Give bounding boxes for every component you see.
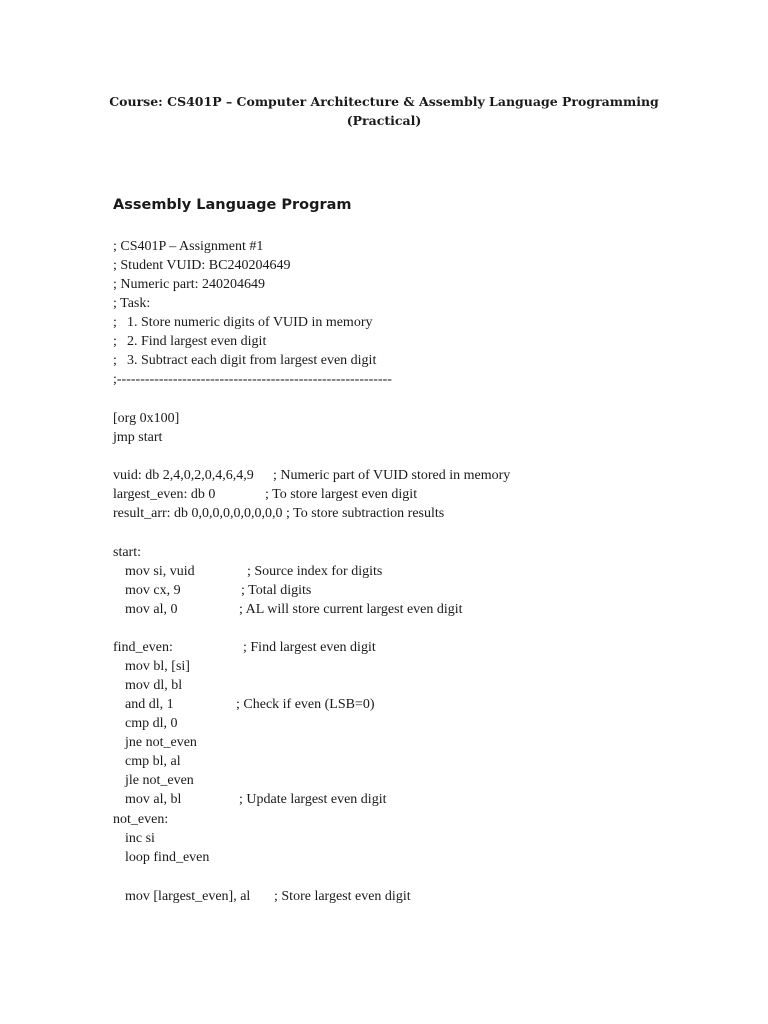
code-text: start: (113, 545, 141, 560)
code-text: ; (113, 334, 117, 349)
code-text: inc si (125, 831, 155, 846)
code-comment: ; Store largest even digit (274, 889, 411, 904)
code-comment: ; Update largest even digit (239, 792, 387, 807)
code-text: mov dl, bl (125, 678, 183, 693)
code-text: loop find_even (125, 850, 210, 865)
code-text: ; Numeric part: 240204649 (113, 277, 266, 292)
code-text: result_arr: db 0,0,0,0,0,0,0,0,0 ; To store subtraction results (113, 506, 445, 521)
code-text: [org 0x100] (113, 411, 180, 426)
code-text: and dl, 1 (125, 697, 174, 712)
code-text: find_even: (113, 640, 173, 655)
code-comment: ; AL will store current largest even digit (239, 602, 463, 617)
code-text: ; CS401P – Assignment #1 (113, 239, 264, 254)
code-text: ; Student VUID: BC240204649 (113, 258, 291, 273)
code-comment: ; Numeric part of VUID stored in memory (273, 468, 511, 483)
code-text: ;----------------------------------------------------------- (113, 372, 392, 387)
code-text: mov bl, [si] (125, 659, 190, 674)
code-comment: 2. Find largest even digit (127, 334, 267, 349)
code-comment: ; Find largest even digit (243, 640, 376, 655)
code-text: mov al, 0 (125, 602, 178, 617)
code-text: mov [largest_even], al (125, 889, 251, 904)
code-text: vuid: db 2,4,0,2,0,4,6,4,9 (113, 468, 254, 483)
code-comment: ; To store largest even digit (265, 487, 418, 502)
code-text: jmp start (113, 430, 163, 445)
code-text: mov al, bl (125, 792, 182, 807)
course-title-line-1: Course: CS401P – Computer Architecture & Assembly Language Programming (109, 94, 659, 109)
code-text: mov cx, 9 (125, 583, 181, 598)
code-text: cmp bl, al (125, 754, 181, 769)
code-comment: 1. Store numeric digits of VUID in memory (127, 315, 373, 330)
code-comment: ; Source index for digits (247, 564, 383, 579)
code-text: not_even: (113, 812, 169, 827)
code-text: mov si, vuid (125, 564, 195, 579)
code-text: largest_even: db 0 (113, 487, 216, 502)
section-heading: Assembly Language Program (113, 197, 352, 213)
code-text: jle not_even (125, 773, 194, 788)
code-comment: ; Total digits (241, 583, 312, 598)
code-comment: 3. Subtract each digit from largest even digit (127, 353, 377, 368)
code-text: cmp dl, 0 (125, 716, 178, 731)
code-text: jne not_even (125, 735, 197, 750)
code-text: ; (113, 315, 117, 330)
code-comment: ; Check if even (LSB=0) (236, 697, 375, 712)
course-title-line-2: (Practical) (346, 113, 422, 128)
code-text: ; Task: (113, 296, 151, 311)
code-text: ; (113, 353, 117, 368)
